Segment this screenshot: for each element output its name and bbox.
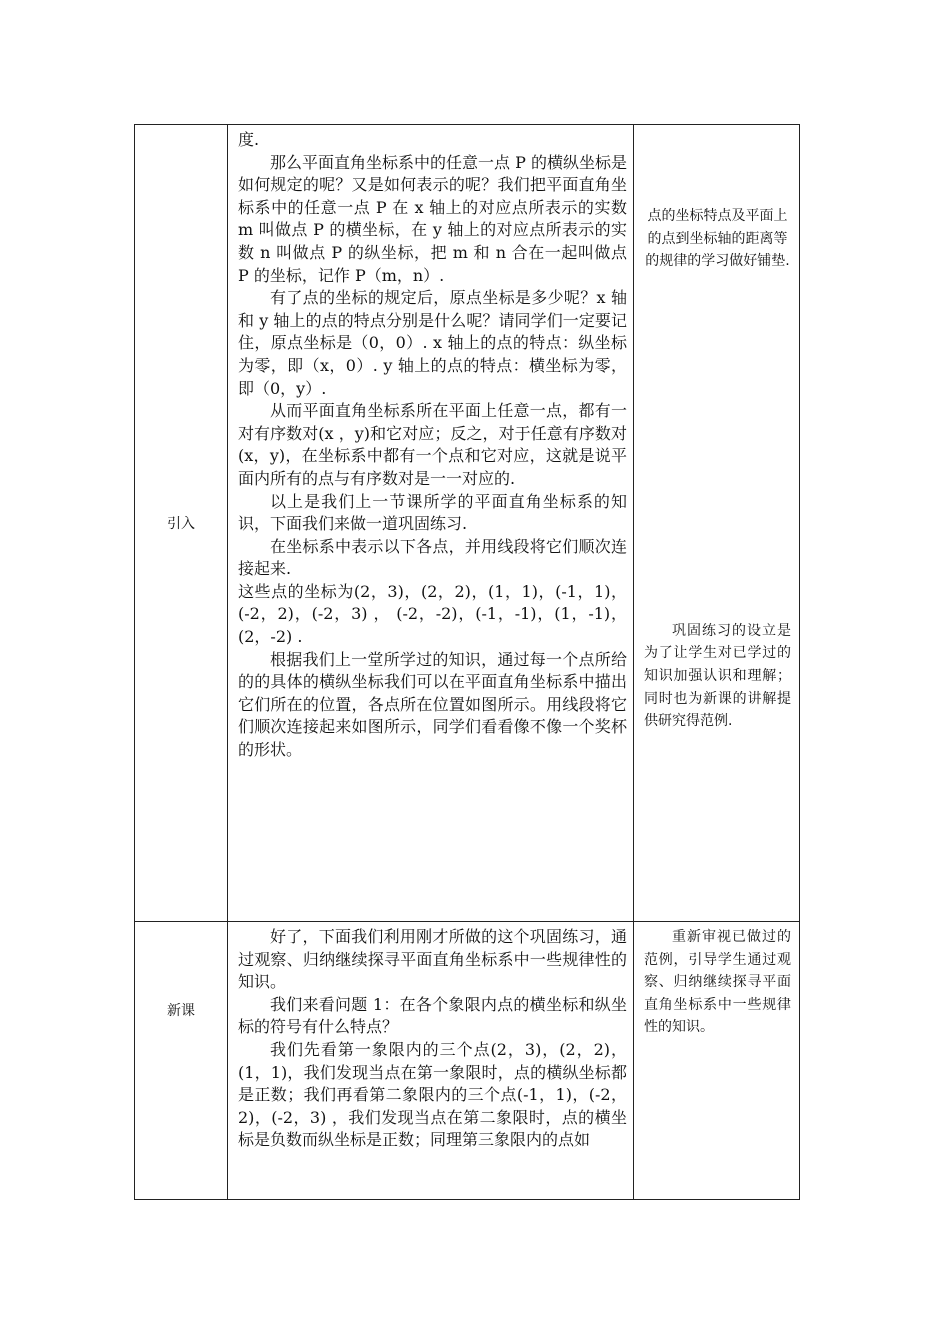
lesson-plan-table: [134, 124, 800, 1200]
intro-notes: [634, 125, 800, 922]
table-row-intro: [135, 125, 800, 922]
paragraph: 有了点的坐标的规定后，原点坐标是多少呢？x 轴和 y 轴上的点的特点分别是什么呢？请同学们一定要记住，原点坐标是（0，0）. x 轴上的点的特点：纵坐标为零，即（x，0）. y 轴上的点的特点：横坐标为零，即（0，y）.: [238, 288, 627, 398]
table-row-new-lesson: [135, 922, 800, 1200]
paragraph: 我们来看问题 1：在各个象限内点的横坐标和纵坐标的符号有什么特点？: [238, 994, 627, 1037]
teaching-note: 重新审视已做过的范例，引导学生通过观察、归纳继续探寻平面直角坐标系中一些规律性的知识。: [644, 929, 791, 1036]
paragraph: 好了，下面我们利用刚才所做的这个巩固练习，通过观察、归纳继续探寻平面直角坐标系中一些规律性的知识。: [238, 927, 627, 992]
intro-content: [228, 125, 634, 922]
teaching-note: 点的坐标特点及平面上的点到坐标轴的距离等的规律的学习做好铺垫.: [645, 208, 790, 270]
paragraph: 度.: [238, 130, 260, 149]
paragraph: 这些点的坐标为(2，3)，(2，2)，(1，1)，(-1，1)，(-2，2)，(-2，3) ， (-2，-2)，(-1，-1)，(1，-1)，(2，-2) .: [238, 581, 627, 647]
teaching-note: 巩固练习的设立是为了让学生对已学过的知识加强认识和理解；同时也为新课的讲解提供研究得范例.: [644, 622, 791, 730]
stage-label-new-lesson: 新课: [135, 922, 228, 1200]
paragraph: 从而平面直角坐标系所在平面上任意一点，都有一对有序数对(x ，y)和它对应；反之，对于任意有序数对(x，y)，在坐标系中都有一个点和它对应，这就是说平面内所有的点与有序数对是一一对应的.: [238, 401, 627, 488]
paragraph: 在坐标系中表示以下各点，并用线段将它们顺次连接起来.: [238, 536, 627, 579]
paragraph: 那么平面直角坐标系中的任意一点 P 的横纵坐标是如何规定的呢？又是如何表示的呢？我们把平面直角坐标系中的任意一点 P 在 x 轴上的对应点所表示的实数 m 叫做点 P 的横坐标，在 y 轴上的对应点所表示的实数 n 叫做点 P 的纵坐标，把 m 和 n 合在一起叫做点 P 的坐标，记作 P（m，n）.: [238, 152, 627, 285]
stage-label-intro: 引入: [135, 125, 228, 922]
new-lesson-notes: [634, 922, 800, 1200]
paragraph: 我们先看第一象限内的三个点(2，3)，(2，2)，(1，1)，我们发现当点在第一象限时，点的横纵坐标都是正数；我们再看第二象限内的三个点(-1，1)，(-2，2)，(-2，3) ，我们发现当点在第二象限时，点的横坐标是负数而纵坐标是正数；同理第三象限内的点如: [238, 1039, 627, 1150]
new-lesson-content: [228, 922, 634, 1200]
paragraph: 以上是我们上一节课所学的平面直角坐标系的知识，下面我们来做一道巩固练习.: [238, 491, 627, 534]
paragraph: 根据我们上一堂所学过的知识，通过每一个点所给的的具体的横纵坐标我们可以在平面直角坐标系中描出它们所在的位置，各点所在位置如图所示。用线段将它们顺次连接起来如图所示，同学们看看像不像一个奖杯的形状。: [238, 649, 627, 760]
